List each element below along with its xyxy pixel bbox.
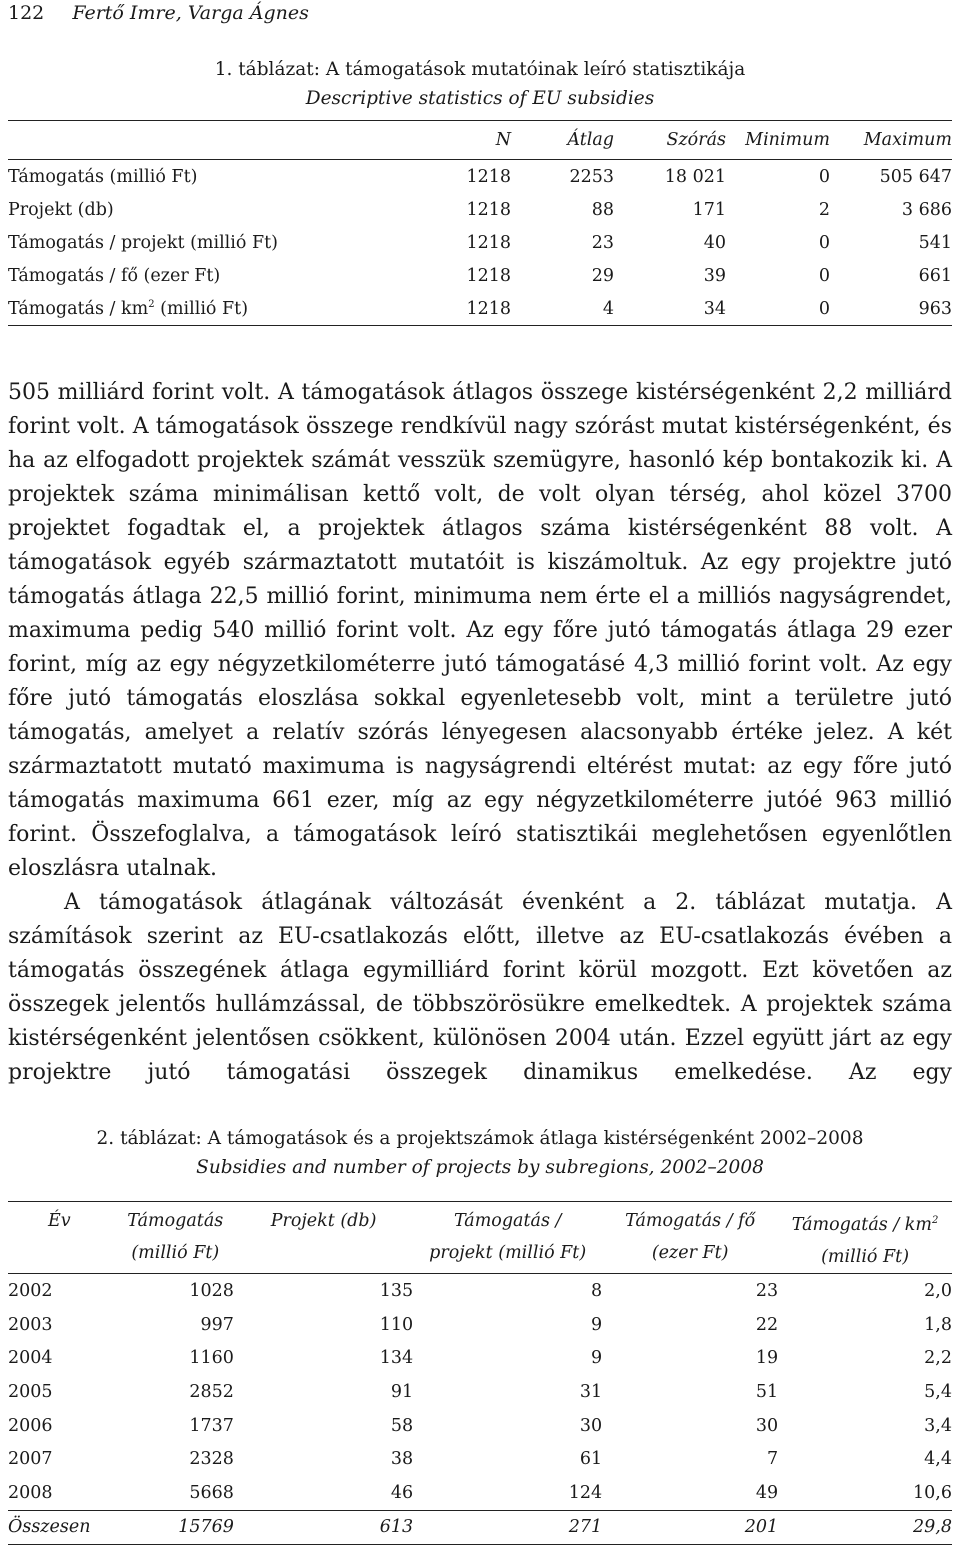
table-cell: 2852 (189, 1381, 234, 1402)
table-cell: 18 021 (664, 166, 726, 187)
table-cell: 23 (755, 1280, 779, 1301)
table-cell: 91 (390, 1381, 414, 1402)
total-label: Összesen (8, 1510, 117, 1544)
row-label: Támogatás / $km^2$ (millió Ft) (8, 298, 249, 319)
table2-col-header: Támogatás (millió Ft) (117, 1202, 234, 1274)
year-cell: 2004 (8, 1348, 53, 1369)
table-cell: 271 (413, 1510, 602, 1544)
table-cell: 1218 (466, 199, 511, 220)
table1-col-header: Maximum (830, 121, 952, 160)
table1-header-row (8, 121, 952, 160)
table-cell: 1737 (189, 1415, 234, 1436)
table-cell: 0 (818, 232, 830, 253)
table-cell: 61 (579, 1449, 603, 1470)
table1-caption (0, 55, 960, 113)
table-cell: 5668 (189, 1482, 234, 1503)
table-cell: 505 647 (879, 166, 952, 187)
table1-col-header: Minimum (726, 121, 830, 160)
table2-col-header: Támogatás / projekt (millió Ft) (413, 1202, 602, 1274)
table-cell: 22 (755, 1314, 779, 1335)
table-cell: 2,0 (924, 1280, 952, 1301)
table-cell: 110 (379, 1314, 414, 1335)
table-cell: 3 686 (901, 199, 952, 220)
page-header (8, 2, 309, 24)
table-cell: 1218 (466, 232, 511, 253)
table-cell: 30 (755, 1415, 779, 1436)
row-label: Projekt (db) (8, 199, 114, 220)
table-cell: 135 (379, 1280, 414, 1301)
year-cell: 2006 (8, 1415, 53, 1436)
table1-col-header (8, 121, 412, 160)
table-row (8, 1274, 952, 1308)
table-cell: 661 (918, 265, 952, 286)
table-row (8, 1308, 952, 1342)
table-cell: 29,8 (778, 1510, 952, 1544)
table-cell: 88 (591, 199, 614, 220)
running-head-authors: Fertő Imre, Varga Ágnes (72, 2, 309, 24)
table-cell: 201 (602, 1510, 778, 1544)
table-cell: 1,8 (924, 1314, 952, 1335)
table-row (8, 1375, 952, 1409)
table-cell: 51 (755, 1381, 779, 1402)
table-cell: 4,4 (924, 1449, 952, 1470)
table-cell: 1218 (466, 265, 511, 286)
table-cell: 2253 (569, 166, 614, 187)
table-cell: 8 (591, 1280, 603, 1301)
table-row (8, 292, 952, 326)
table1-subtitle: Descriptive statistics of EU subsidies (305, 88, 655, 109)
table-row (8, 1341, 952, 1375)
total-row (8, 1510, 952, 1544)
table-cell: 40 (703, 232, 726, 253)
table-row (8, 1442, 952, 1476)
table-cell: 613 (234, 1510, 413, 1544)
table-cell: 0 (818, 298, 830, 319)
table2-title: 2. táblázat: A támogatások és a projektszámok átlaga kistérségenként 2002–2008 (96, 1128, 864, 1149)
table-row (8, 226, 952, 259)
table-cell: 1218 (466, 298, 511, 319)
year-cell: 2008 (8, 1482, 53, 1503)
row-label: Támogatás (millió Ft) (8, 166, 198, 187)
table2-col-header: Év (8, 1202, 117, 1274)
table-row (8, 1409, 952, 1443)
table2 (8, 1201, 952, 1545)
table-cell: 2 (818, 199, 830, 220)
table-cell: 0 (818, 166, 830, 187)
table-cell: 134 (379, 1348, 414, 1369)
table-row (8, 160, 952, 194)
table2-col-header: Támogatás / $km^2$ (millió Ft) (778, 1202, 952, 1274)
row-label: Támogatás / projekt (millió Ft) (8, 232, 278, 253)
table-cell: 9 (591, 1348, 603, 1369)
table2-col-header: Projekt (db) (234, 1202, 413, 1274)
table1 (8, 120, 952, 326)
table1-col-header: Átlag (511, 121, 614, 160)
table-row (8, 1476, 952, 1510)
table-cell: 49 (755, 1482, 779, 1503)
table-cell: 2328 (189, 1449, 234, 1470)
table-cell: 46 (390, 1482, 414, 1503)
table-cell: 541 (918, 232, 952, 253)
table2-col-header: Támogatás / fő (ezer Ft) (602, 1202, 778, 1274)
year-cell: 2002 (8, 1280, 53, 1301)
paragraph: 505 milliárd forint volt. A támogatások átlagos összege kistérségenként 2,2 milliárd forint volt. A támogatások összege rendkívül nagy szórást mutat kistérségenként, és ha az elfogadott projektek számát vesszük szemügyre, hasonló kép bontakozik ki. A projektek száma minimálisan kettő volt, de volt olyan térség, ahol közel 3700 projektet fogadtak el, a projektek átlagos száma kistérségenként 88 volt. A támogatások egyéb származtatott mutatóit is kiszámoltuk. Az egy projektre jutó támogatás átlaga 22,5 millió forint, minimuma nem érte el a milliós nagyságrendet, maximuma pedig 540 millió forint volt. Az egy főre jutó támogatás átlaga 29 ezer forint, míg az egy négyzetkilométerre jutó támogatásé 4,3 millió forint volt. Az egy főre jutó támogatás eloszlása sokkal egyenletesebb volt, mint a területre jutó támogatás, amelyet a relatív szórás lényegesen alacsonyabb értéke jelez. A két származtatott mutató maximuma is nagyságrendi eltérést mutat: az egy főre jutó támogatás maximuma 661 ezer, míg az egy négyzetkilométerre jutóé 963 millió forint. Összefoglalva, a támogatások leíró statisztikái meglehetősen egyenlőtlen eloszlásra utalnak. (8, 380, 952, 881)
table-cell: 1218 (466, 166, 511, 187)
year-cell: 2003 (8, 1314, 53, 1335)
year-cell: 2005 (8, 1381, 53, 1402)
page-number: 122 (8, 2, 45, 24)
table-cell: 15769 (117, 1510, 234, 1544)
table2-header-row (8, 1202, 952, 1274)
table-cell: 2,2 (924, 1348, 952, 1369)
table-cell: 3,4 (924, 1415, 952, 1436)
table-cell: 10,6 (913, 1482, 952, 1503)
table-cell: 19 (755, 1348, 779, 1369)
table-cell: 171 (692, 199, 726, 220)
table-cell: 0 (818, 265, 830, 286)
table-cell: 30 (579, 1415, 603, 1436)
table2-caption (0, 1124, 960, 1182)
table-cell: 31 (579, 1381, 603, 1402)
table-cell: 23 (591, 232, 614, 253)
table-cell: 4 (602, 298, 614, 319)
table2-subtitle: Subsidies and number of projects by subregions, 2002–2008 (196, 1157, 764, 1178)
body-text (8, 376, 952, 1090)
row-label: Támogatás / fő (ezer Ft) (8, 265, 221, 286)
table-cell: 997 (200, 1314, 234, 1335)
table-row (8, 259, 952, 292)
table-cell: 9 (591, 1314, 603, 1335)
table-cell: 1160 (189, 1348, 234, 1369)
table-cell: 34 (703, 298, 726, 319)
table1-col-header: Szórás (614, 121, 726, 160)
table1-title: 1. táblázat: A támogatások mutatóinak leíró statisztikája (214, 59, 746, 80)
table-cell: 1028 (189, 1280, 234, 1301)
table1-col-header: N (412, 121, 511, 160)
table-cell: 5,4 (924, 1381, 952, 1402)
table-cell: 124 (568, 1482, 603, 1503)
table-cell: 29 (591, 265, 614, 286)
table-cell: 963 (918, 298, 952, 319)
table-cell: 7 (767, 1449, 779, 1470)
year-cell: 2007 (8, 1449, 53, 1470)
table-cell: 39 (703, 265, 726, 286)
table-row (8, 193, 952, 226)
table-cell: 58 (390, 1415, 414, 1436)
table-cell: 38 (390, 1449, 414, 1470)
paragraph: A támogatások átlagának változását évenként a 2. táblázat mutatja. A számítások szerint az EU-csatlakozás előtt, illetve az EU-csatlakozás évében a támogatás összegének átlaga egymilliárd forint körül mozgott. Ezt követően az összegek jelentős hullámzással, de többszörösükre emelkedtek. A projektek száma kistérségenként jelentősen csökkent, különösen 2004 után. Ezzel együtt járt az egy projektre jutó támogatási összegek dinamikus emelkedése. Az egy (8, 890, 952, 1085)
